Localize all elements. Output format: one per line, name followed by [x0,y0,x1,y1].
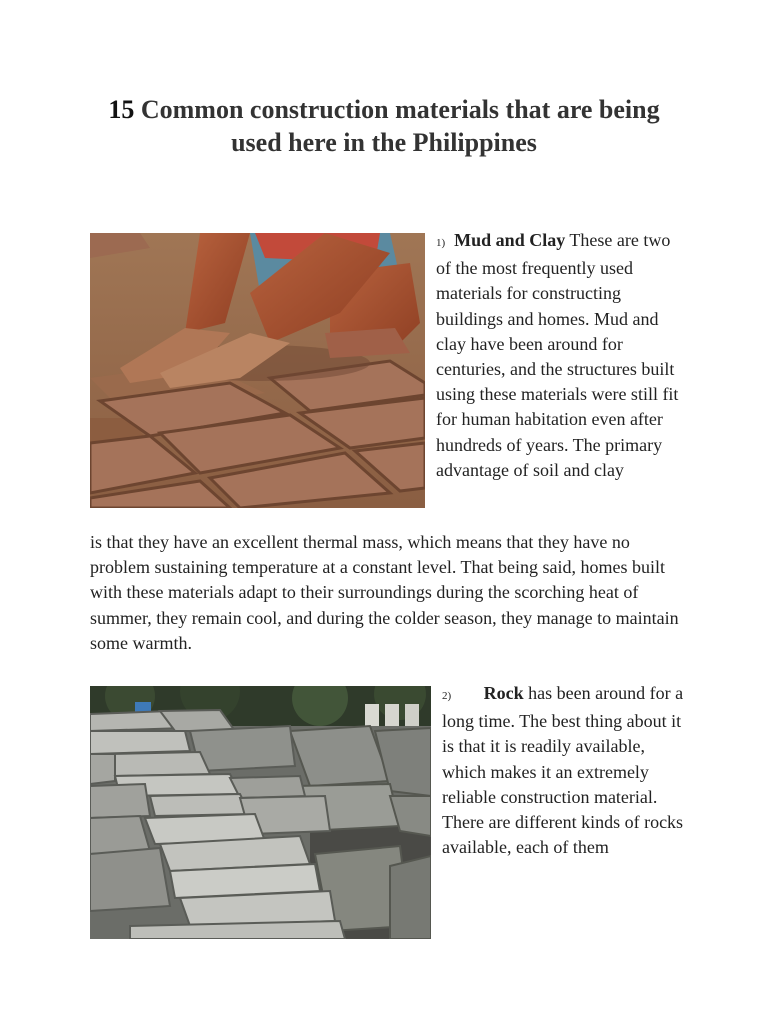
rock-steps-photo [90,686,431,939]
page-title [84,93,684,159]
section-2-side-text [442,681,692,860]
section-1-wide-text: is that they have an excellent thermal mass, which means that they have no problem sustaining temperature at a constant level. That being said, homes built with these materials adapt to their surroundings during the scorching heat of summer, they remain cool, and during the colder season, they manage to maintain some warmth. [90,532,679,653]
title-number: 15 [108,95,135,124]
section-2-body: has been around for a long time. The best thing about it is that it is readily available, which makes it an extremely reliable construction material. There are different kinds of rocks available, each of them [442,683,684,858]
section-1-body: These are two of the most frequently used materials for constructing buildings and homes. Mud and clay have been around for centuries, and the structures built using these materials were still fit for human habitation even after hundreds of years. The primary advantage of soil and clay [436,230,679,480]
section-2-number: 2) [442,690,452,702]
section-1-number: 1) [436,237,446,249]
section-1-heading: Mud and Clay [454,230,566,250]
section-1-side-text [436,228,686,483]
title-text: Common construction materials that are being used here in the Philippines [140,95,660,157]
mud-brick-photo [90,233,425,508]
section-2-heading: Rock [483,683,524,703]
